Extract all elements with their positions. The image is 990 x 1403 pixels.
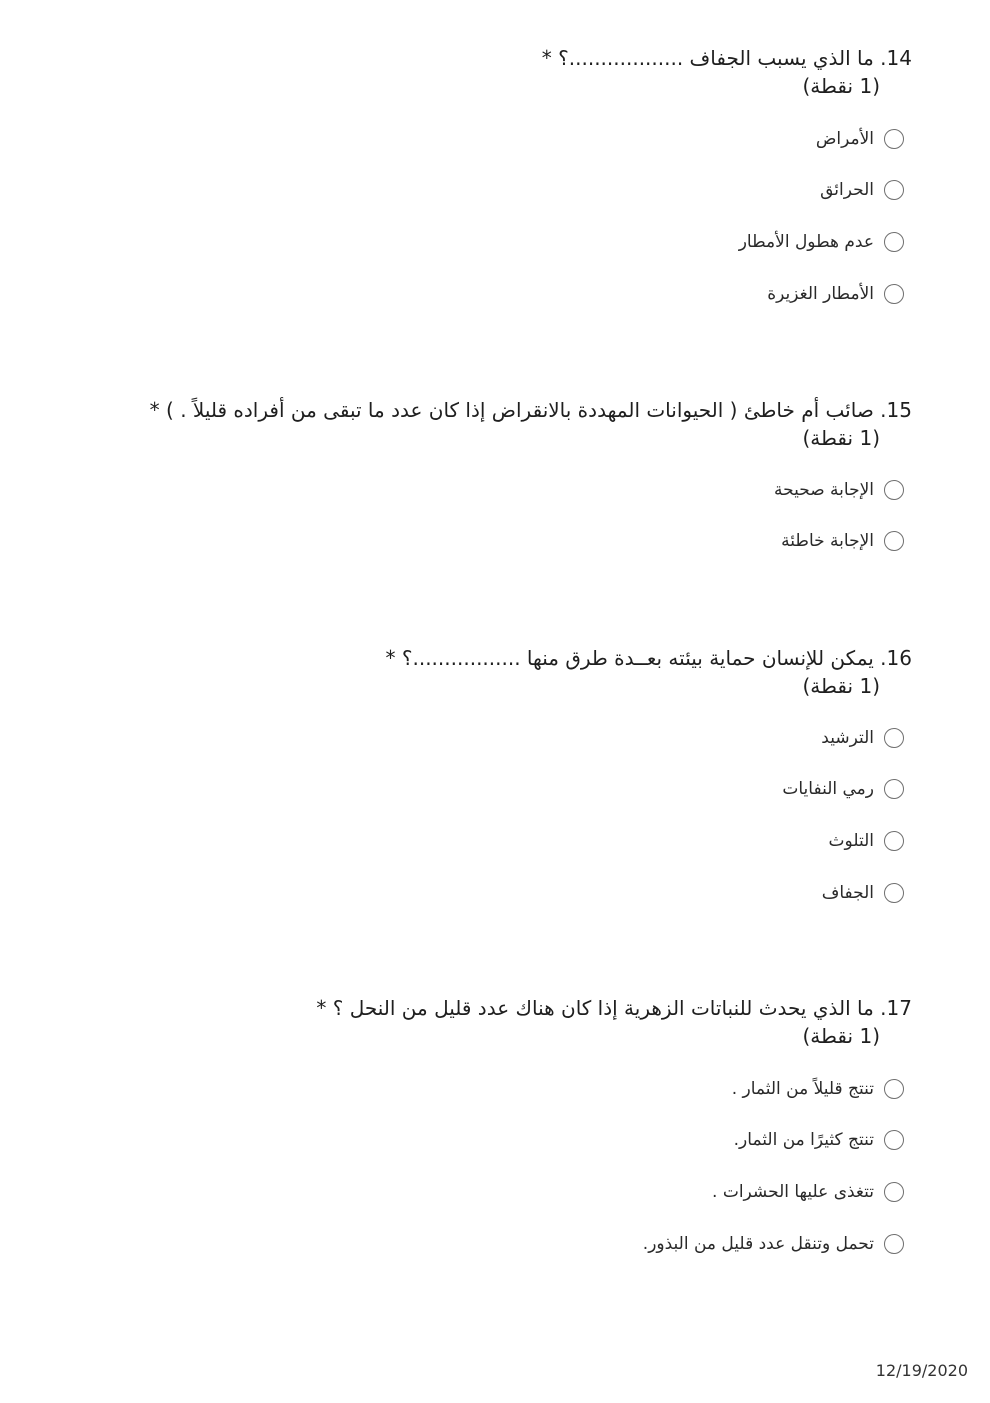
option-item[interactable] bbox=[822, 880, 904, 906]
option-item[interactable] bbox=[829, 828, 904, 854]
option-label: التلوث bbox=[828, 831, 874, 851]
option-label: تحمل وتنقل عدد قليل من البذور. bbox=[642, 1234, 874, 1254]
option-label: تتغذى عليها الحشرات . bbox=[712, 1182, 874, 1202]
option-item[interactable] bbox=[767, 281, 904, 307]
option-item[interactable] bbox=[821, 725, 904, 751]
option-label: الأمطار الغزيرة bbox=[767, 284, 874, 304]
option-item[interactable] bbox=[781, 528, 904, 554]
radio-button[interactable] bbox=[884, 1182, 904, 1202]
question-title: 14. ما الذي يسبب الجفاف ..................؟ * bbox=[541, 46, 912, 70]
print-date: 12/19/2020 bbox=[875, 1361, 968, 1380]
option-label: رمي النفايات bbox=[782, 779, 874, 799]
radio-button[interactable] bbox=[884, 1234, 904, 1254]
question-points: (1 نقطة) bbox=[802, 74, 880, 98]
radio-button[interactable] bbox=[884, 779, 904, 799]
option-label: الجفاف bbox=[821, 883, 874, 903]
question-title: 17. ما الذي يحدث للنباتات الزهرية إذا كان هناك عدد قليل من النحل ؟ * bbox=[316, 996, 912, 1020]
question-points: (1 نقطة) bbox=[802, 674, 880, 698]
option-item[interactable] bbox=[712, 1179, 904, 1205]
option-label: الإجابة خاطئة bbox=[781, 531, 874, 551]
radio-button[interactable] bbox=[884, 284, 904, 304]
option-item[interactable] bbox=[734, 1127, 904, 1153]
radio-button[interactable] bbox=[884, 531, 904, 551]
option-item[interactable] bbox=[643, 1231, 904, 1257]
option-label: الحرائق bbox=[820, 180, 874, 200]
radio-button[interactable] bbox=[884, 1130, 904, 1150]
option-item[interactable] bbox=[774, 477, 904, 503]
option-item[interactable] bbox=[816, 126, 904, 152]
question-title: 15. صائب أم خاطئ ( الحيوانات المهددة بالانقراض إذا كان عدد ما تبقى من أفراده قليلاً . ) * bbox=[149, 398, 912, 422]
option-item[interactable] bbox=[732, 1076, 904, 1102]
option-label: الأمراض bbox=[815, 129, 874, 149]
radio-button[interactable] bbox=[884, 232, 904, 252]
option-label: تنتج كثيرًا من الثمار. bbox=[733, 1130, 874, 1150]
radio-button[interactable] bbox=[884, 1079, 904, 1099]
question-title: 16. يمكن للإنسان حماية بيئته بعــدة طرق منها .................؟ * bbox=[385, 646, 912, 670]
radio-button[interactable] bbox=[884, 480, 904, 500]
radio-button[interactable] bbox=[884, 129, 904, 149]
question-points: (1 نقطة) bbox=[802, 1024, 880, 1048]
radio-button[interactable] bbox=[884, 728, 904, 748]
radio-button[interactable] bbox=[884, 180, 904, 200]
option-item[interactable] bbox=[782, 776, 904, 802]
radio-button[interactable] bbox=[884, 883, 904, 903]
option-label: تنتج قليلاً من الثمار . bbox=[731, 1079, 874, 1099]
option-label: الترشيد bbox=[821, 728, 874, 748]
option-item[interactable] bbox=[739, 229, 904, 255]
option-item[interactable] bbox=[820, 177, 904, 203]
option-label: عدم هطول الأمطار bbox=[738, 232, 874, 252]
question-points: (1 نقطة) bbox=[802, 426, 880, 450]
option-label: الإجابة صحيحة bbox=[774, 480, 874, 500]
radio-button[interactable] bbox=[884, 831, 904, 851]
